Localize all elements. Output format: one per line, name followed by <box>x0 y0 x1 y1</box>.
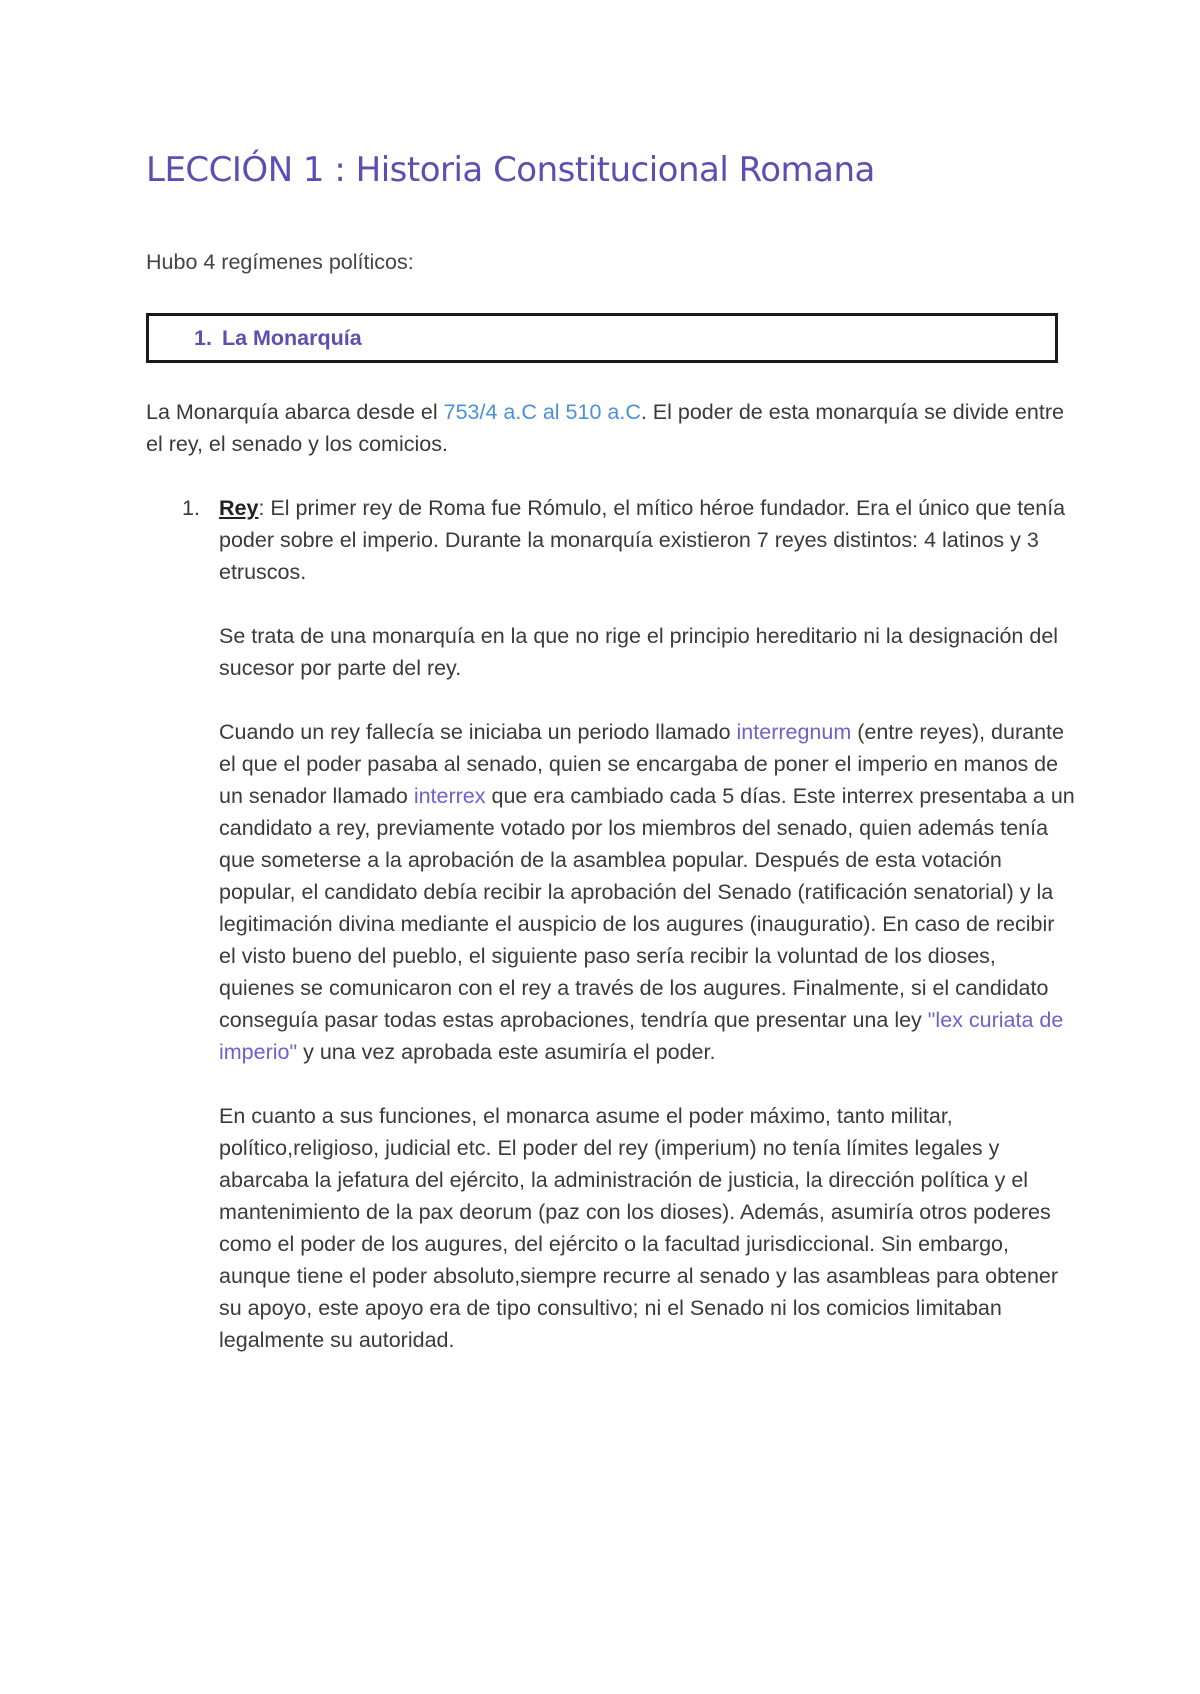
page-title: LECCIÓN 1 : Historia Constitucional Romana <box>146 150 875 190</box>
rey-paragraph-4: En cuanto a sus funciones, el monarca asume el poder máximo, tanto militar, político,religioso, judicial etc. El poder del rey (imperium) no tenía límites legales y abarcaba la jefatura del ejército, la administración de justicia, la dirección política y el mantenimiento de la pax deorum (paz con los dioses). Además, asumiría otros poderes como el poder de los augures, del ejército o la facultad jurisdiccional. Sin embargo, aunque tiene el poder absoluto,siempre recurre al senado y las asambleas para obtener su apoyo, este apoyo era de tipo consultivo; ni el Senado ni los comicios limitaban legalmente su autoridad. <box>219 1104 1059 1352</box>
intro-text: Hubo 4 regímenes políticos: <box>146 250 414 274</box>
term-interrex: interrex <box>413 784 486 808</box>
p3-text-2: (entre reyes), durante el que el poder pasaba al senado, quien se encargaba de poner el imperio en manos de un senador llamado <box>219 720 1064 808</box>
para1-text-start: La Monarquía abarca desde el <box>146 400 444 424</box>
p3-text-4: y una vez aprobada este asumiría el poder. <box>297 1040 716 1064</box>
section-heading <box>194 326 362 351</box>
section-heading-box <box>146 313 1058 363</box>
rey-label: Rey <box>219 496 259 520</box>
section-number: 1. <box>194 325 212 350</box>
rey-paragraph-1-text: : El primer rey de Roma fue Rómulo, el mítico héroe fundador. Era el único que tenía poder sobre el imperio. Durante la monarquía existieron 7 reyes distintos: 4 latinos y 3 etruscos. <box>219 496 1066 584</box>
p3-text-1: Cuando un rey fallecía se iniciaba un periodo llamado <box>219 720 737 744</box>
rey-paragraph-3 <box>219 716 1076 1068</box>
term-interregnum: interregnum <box>736 720 852 744</box>
section-title: La Monarquía <box>221 325 362 350</box>
list-item-rey <box>146 492 1076 1356</box>
term-lex-curiata: "lex curiata de imperio" <box>219 1008 1064 1064</box>
monarquia-intro-paragraph <box>146 396 1066 460</box>
date-range-highlight: 753/4 a.C al 510 a.C <box>443 400 641 424</box>
para1-text-end: . El poder de esta monarquía se divide entre el rey, el senado y los comicios. <box>146 400 1064 456</box>
p3-text-3: que era cambiado cada 5 días. Este interrex presentaba a un candidato a rey, previamente votado por los miembros del senado, quien además tenía que someterse a la aprobación de la asamblea popular. Después de esta votación popular, el candidato debía recibir la aprobación del Senado (ratificación senatorial) y la legitimación divina mediante el auspicio de los augures (inauguratio). En caso de recibir el visto bueno del pueblo, el siguiente paso sería recibir la voluntad de los dioses, quienes se comunicaron con el rey a través de los augures. Finalmente, si el candidato conseguía pasar todas estas aprobaciones, tendría que presentar una ley <box>219 784 1075 1032</box>
rey-paragraph-2: Se trata de una monarquía en la que no rige el principio hereditario ni la designación del sucesor por parte del rey. <box>219 624 1059 680</box>
rey-paragraph-1 <box>219 492 1076 588</box>
numbered-list <box>146 492 1076 1356</box>
list-marker: 1. <box>182 496 200 520</box>
